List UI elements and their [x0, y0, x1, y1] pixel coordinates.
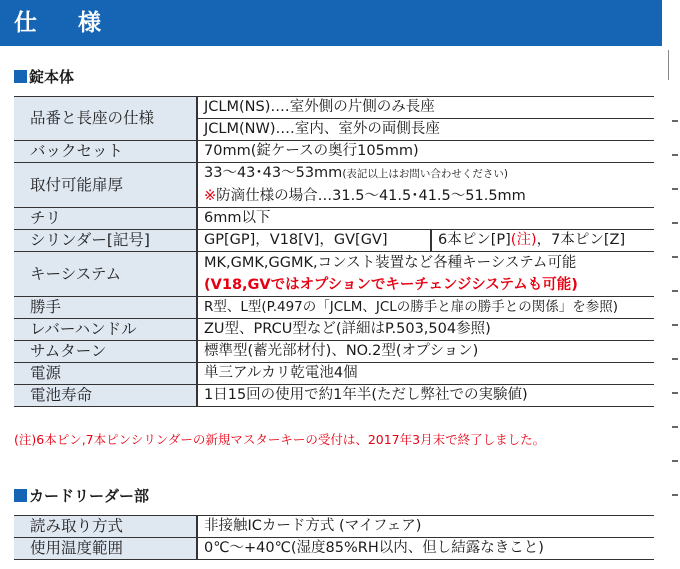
- spec-table-card-reader: [14, 515, 654, 560]
- row-label: 使用温度範囲: [14, 538, 197, 560]
- cylinder-pin7: ，7本ピン[Z]: [536, 232, 626, 248]
- drip-proof-mark: ※: [204, 187, 217, 204]
- spec-table-lock-body: [14, 96, 654, 407]
- section-card-reader-heading: [14, 485, 149, 506]
- door-thickness-note: (表記以上はお問い合わせください): [342, 168, 509, 181]
- row-value: (V18,GVではオプションでキーチェンジシステムも可能): [197, 274, 654, 297]
- cylinder-pin6: 6本ピン[P]: [438, 232, 511, 248]
- row-label: 勝手: [14, 297, 197, 319]
- cylinder-types: GP[GP]，V18[V]，GV[GV]: [204, 232, 388, 248]
- row-value: MK,GMK,GGMK,コンスト装置など各種キーシステム可能: [197, 252, 654, 275]
- section-marker: [14, 70, 27, 83]
- table-row: [14, 363, 654, 385]
- row-value: JCLM(NS)‥‥室外側の片側のみ長座: [197, 97, 654, 119]
- row-value: R型、L型(P.497の「JCLM、JCLの勝手と扉の勝手との関係」を参照): [197, 297, 654, 319]
- table-row: [14, 319, 654, 341]
- section-lock-body-title: 錠本体: [29, 68, 75, 86]
- row-label: サムターン: [14, 341, 197, 363]
- cylinder-note-mark: (注): [510, 232, 537, 248]
- table-row: [14, 538, 654, 560]
- row-label: 電源: [14, 363, 197, 385]
- door-thickness-main: 33〜43･43〜53mm: [204, 165, 343, 182]
- table-row: [14, 208, 654, 230]
- section-card-reader-title: カードリーダー部: [29, 487, 150, 505]
- row-value: 6mm以下: [197, 208, 654, 230]
- row-value: 非接触ICカード方式 (マイフェア): [197, 516, 654, 538]
- row-label: チリ: [14, 208, 197, 230]
- row-value: 70mm(錠ケースの奥行105mm): [197, 141, 654, 163]
- cylinder-pins: [430, 230, 625, 251]
- section-lock-body-heading: [14, 66, 74, 87]
- row-value: 1日15回の使用で約1年半(ただし弊社での実験値): [197, 385, 654, 407]
- row-label: 電池寿命: [14, 385, 197, 407]
- row-value: JCLM(NW)‥‥室内、室外の両側長座: [197, 119, 654, 141]
- row-label: キーシステム: [14, 252, 197, 297]
- table-row: [14, 230, 654, 252]
- edge-marks: [672, 120, 678, 500]
- row-value: 0℃〜+40℃(湿度85%RH以内、但し結露なきこと): [197, 538, 654, 560]
- table-row: [14, 341, 654, 363]
- drip-proof-text: 防滴仕様の場合…31.5〜41.5･41.5〜51.5mm: [216, 187, 526, 204]
- table-row: [14, 252, 654, 275]
- row-value: 標準型(蓄光部材付)、NO.2型(オプション): [197, 341, 654, 363]
- table-row: [14, 97, 654, 119]
- row-value: [197, 186, 654, 208]
- edge-divider: [668, 50, 669, 80]
- page-title: 仕 様: [0, 0, 662, 46]
- table-row: [14, 163, 654, 186]
- row-label: 品番と長座の仕様: [14, 97, 197, 141]
- row-value: [197, 163, 654, 186]
- row-label: レバーハンドル: [14, 319, 197, 341]
- row-label: シリンダー[記号]: [14, 230, 197, 252]
- row-label: 取付可能扉厚: [14, 163, 197, 208]
- row-label: バックセット: [14, 141, 197, 163]
- table-row: [14, 141, 654, 163]
- row-label: 読み取り方式: [14, 516, 197, 538]
- row-value: ZU型、PRCU型など(詳細はP.503,504参照): [197, 319, 654, 341]
- table-row: [14, 385, 654, 407]
- row-value: [197, 230, 654, 252]
- table-row: [14, 516, 654, 538]
- section-marker: [14, 489, 27, 502]
- row-value: 単三アルカリ乾電池4個: [197, 363, 654, 385]
- pin-cylinder-notice: (注)6本ピン,7本ピンシリンダーの新規マスターキーの受付は、2017年3月末で終了しました。: [14, 432, 546, 447]
- table-row: [14, 297, 654, 319]
